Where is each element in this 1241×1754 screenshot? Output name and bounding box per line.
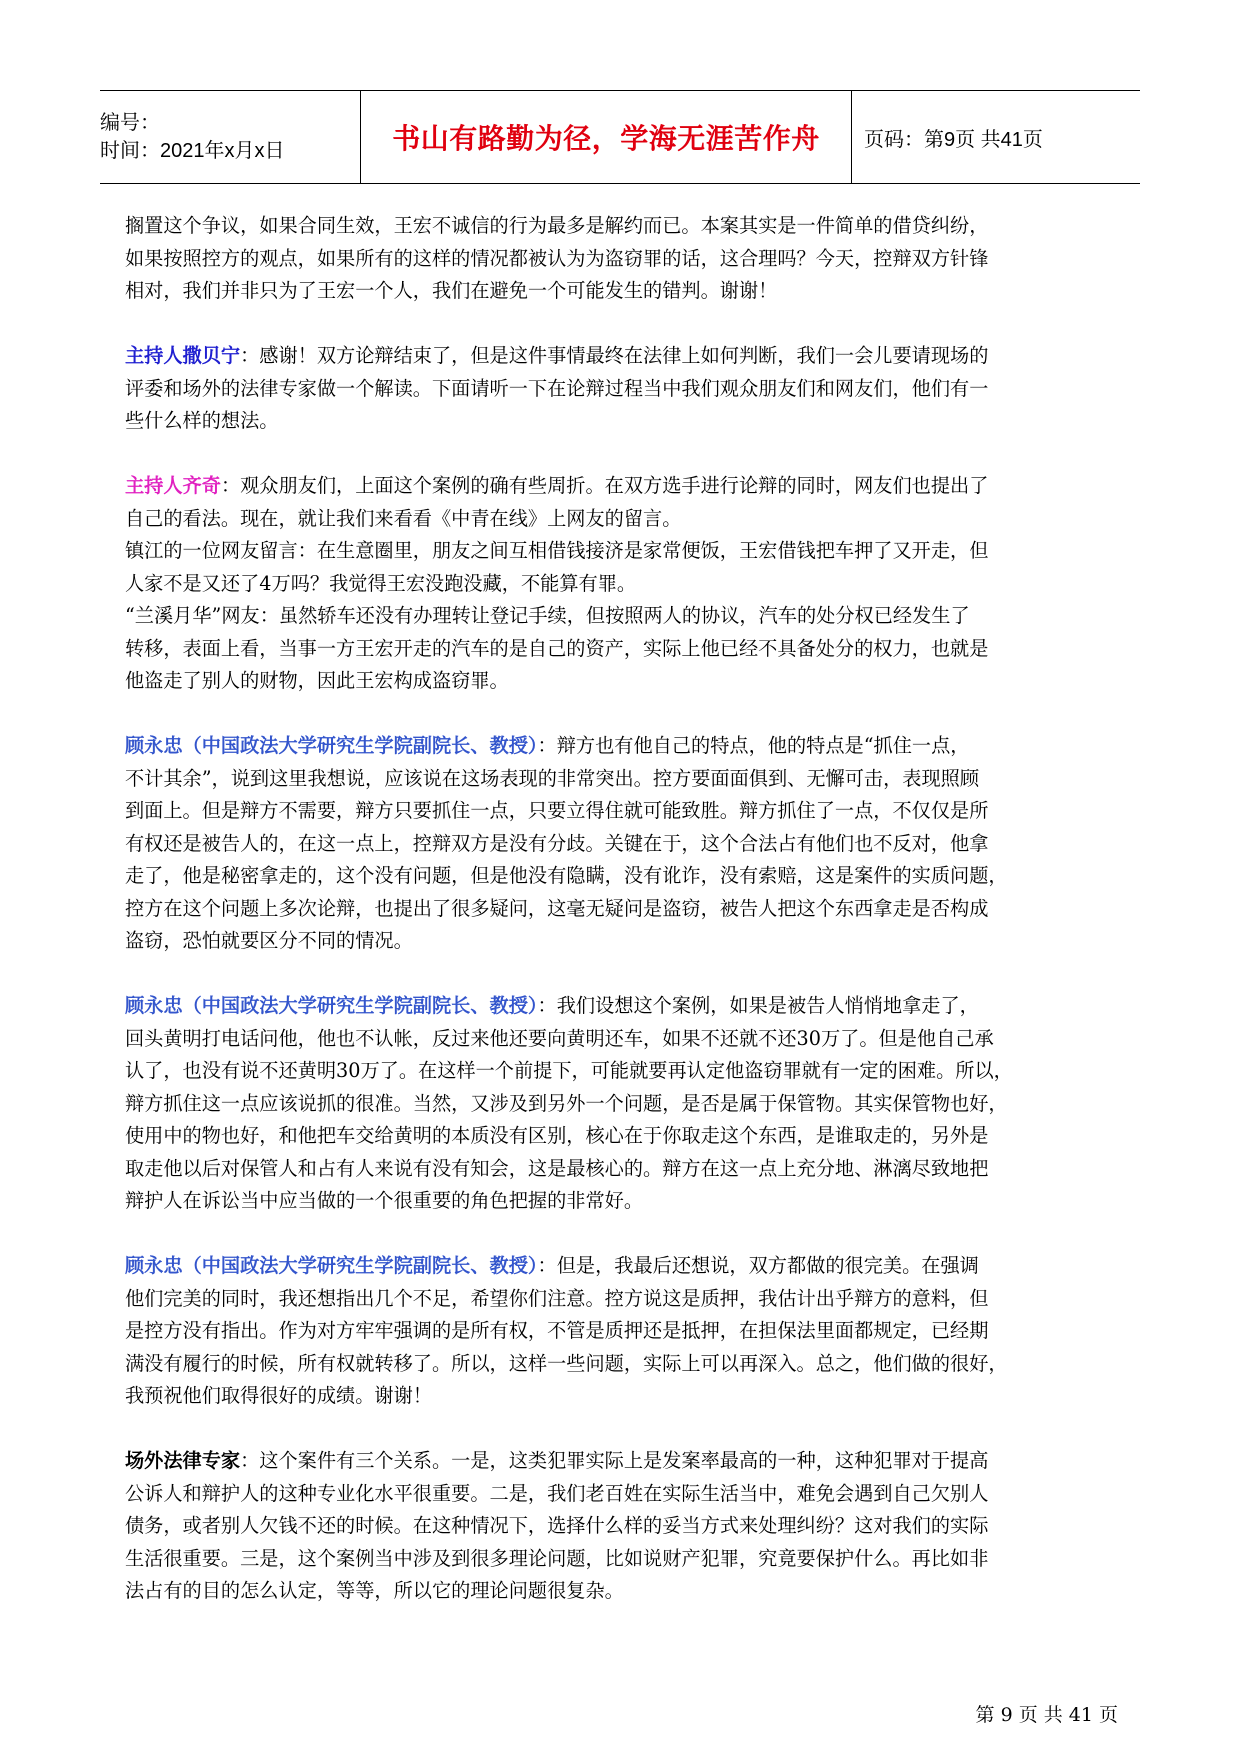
text-line: 债务，或者别人欠钱不还的时候。在这种情况下，选择什么样的妥当方式来处理纠纷？这对我们的实际 — [125, 1514, 989, 1537]
header-motto: 书山有路勤为径，学海无涯苦作舟 — [392, 122, 820, 155]
page-footer — [0, 1700, 1118, 1727]
text-line — [125, 730, 1115, 763]
text-line: 些什么样的想法。 — [125, 409, 279, 432]
text-line: 自己的看法。现在，就让我们来看看《中青在线》上网友的留言。 — [125, 506, 682, 530]
text-line: 人家不是又还了4万吗？我觉得王宏没跑没藏，不能算有罪。 — [125, 571, 637, 595]
page-header — [100, 90, 1140, 184]
speaker-name: 主持人撒贝宁 — [125, 344, 241, 367]
speech-text: ：辩方也有他自己的特点，他的特点是“抓住一点， — [537, 734, 970, 757]
header-motto-cell — [360, 91, 852, 183]
text-line: 搁置这个争议，如果合同生效，王宏不诚信的行为最多是解约而已。本案其实是一件简单的借贷纠纷， — [125, 214, 989, 237]
text-line: 公诉人和辩护人的这种专业化水平很重要。二是，我们老百姓在实际生活当中，难免会遇到自己欠别人 — [125, 1481, 989, 1505]
text-line: 他们完美的同时，我还想指出几个不足，希望你们注意。控方说这是质押，我估计出乎辩方的意料，但 — [125, 1286, 989, 1310]
paragraph-legal-expert — [125, 1445, 1115, 1608]
speech-text: ：这个案件有三个关系。一是，这类犯罪实际上是发案率最高的一种，这种犯罪对于提高 — [240, 1449, 989, 1472]
text-line: 法占有的目的怎么认定，等等，所以它的理论问题很复杂。 — [125, 1579, 624, 1602]
text-line: 到面上。但是辩方不需要，辩方只要抓住一点，只要立得住就可能致胜。辩方抓住了一点，不仅仅是所 — [125, 799, 989, 822]
text-line: 盗窃，恐怕就要区分不同的情况。 — [125, 929, 413, 952]
text-line — [125, 1445, 1115, 1478]
text-line — [125, 340, 1115, 373]
paragraph-professor-gu-1 — [125, 730, 1115, 958]
header-page-cell — [852, 91, 1140, 183]
text-line: 走了，他是秘密拿走的，这个没有问题，但是他没有隐瞒，没有讹诈，没有索赔，这是案件的实质问题， — [125, 864, 1008, 887]
document-time: 时间：2021年x月x日 — [100, 140, 285, 162]
text-line — [125, 1250, 1115, 1283]
document-body — [125, 210, 1115, 1640]
text-line: 我预祝他们取得很好的成绩。谢谢！ — [125, 1384, 432, 1407]
text-line: 镇江的一位网友留言：在生意圈里，朋友之间互相借钱接济是家常便饭，王宏借钱把车押了又开走，但 — [125, 539, 989, 562]
text-line: 有权还是被告人的，在这一点上，控辩双方是没有分歧。关键在于，这个合法占有他们也不反对，他拿 — [125, 831, 989, 855]
text-line: 转移，表面上看，当事一方王宏开走的汽车的是自己的资产，实际上他已经不具备处分的权力，也就是 — [125, 636, 989, 660]
speech-text: ：感谢！双方论辩结束了，但是这件事情最终在法律上如何判断，我们一会儿要请现场的 — [240, 344, 989, 367]
text-line: 辩方抓住这一点应该说抓的很准。当然，又涉及到另外一个问题，是否是属于保管物。其实保管物也好， — [125, 1091, 1008, 1115]
text-line: 不计其余”，说到这里我想说，应该说在这场表现的非常突出。控方要面面俱到、无懈可击，表现照顾 — [125, 766, 980, 790]
text-line: 辩护人在诉讼当中应当做的一个很重要的角色把握的非常好。 — [125, 1189, 644, 1212]
text-line — [125, 990, 1115, 1023]
text-line: 取走他以后对保管人和占有人来说有没有知会，这是最核心的。辩方在这一点上充分地、淋漓尽致地把 — [125, 1156, 989, 1180]
text-line: 使用中的物也好，和他把车交给黄明的本质没有区别，核心在于你取走这个东西，是谁取走的，另外是 — [125, 1124, 989, 1147]
speech-text: ：我们设想这个案例，如果是被告人悄悄地拿走了， — [537, 994, 979, 1017]
speaker-name: 场外法律专家 — [125, 1449, 241, 1472]
text-line: 认了，也没有说不还黄明30万了。在这样一个前提下，可能就要再认定他盗窃罪就有一定的困难。所以， — [125, 1059, 1013, 1082]
speaker-name: 顾永忠（中国政法大学研究生学院副院长、教授） — [125, 734, 538, 757]
header-page-info: 页码：第9页 共41页 — [864, 128, 1043, 151]
speaker-name: 主持人齐奇 — [125, 474, 221, 497]
text-line: 相对，我们并非只为了王宏一个人，我们在避免一个可能发生的错判。谢谢！ — [125, 279, 778, 302]
speech-text: ：但是，我最后还想说，双方都做的很完美。在强调 — [537, 1254, 979, 1277]
paragraph-host-sa-beining — [125, 340, 1115, 438]
paragraph-closing-argument — [125, 210, 1115, 308]
speaker-name: 顾永忠（中国政法大学研究生学院副院长、教授） — [125, 994, 538, 1017]
paragraph-professor-gu-3 — [125, 1250, 1115, 1413]
text-line: 控方在这个问题上多次论辩，也提出了很多疑问，这毫无疑问是盗窃，被告人把这个东西拿走是否构成 — [125, 896, 989, 920]
text-line: 生活很重要。三是，这个案例当中涉及到很多理论问题，比如说财产犯罪，究竟要保护什么。再比如非 — [125, 1546, 989, 1570]
footer-page-number: 第 9 页 共 41 页 — [975, 1704, 1118, 1726]
text-line: 如果按照控方的观点，如果所有的这样的情况都被认为为盗窃罪的话，这合理吗？今天，控辩双方针锋 — [125, 246, 989, 270]
header-meta — [100, 91, 360, 183]
speaker-name: 顾永忠（中国政法大学研究生学院副院长、教授） — [125, 1254, 538, 1277]
text-line: 满没有履行的时候，所有权就转移了。所以，这样一些问题，实际上可以再深入。总之，他们做的很好， — [125, 1351, 1008, 1375]
text-line: 回头黄明打电话问他，他也不认帐，反过来他还要向黄明还车，如果不还就不还30万了。但是他自己承 — [125, 1026, 994, 1050]
text-line: 评委和场外的法律专家做一个解读。下面请听一下在论辩过程当中我们观众朋友们和网友们，他们有一 — [125, 376, 989, 400]
paragraph-professor-gu-2 — [125, 990, 1115, 1218]
text-line — [125, 470, 1115, 503]
speech-text: ：观众朋友们，上面这个案例的确有些周折。在双方选手进行论辩的同时，网友们也提出了 — [220, 474, 989, 497]
text-line: 是控方没有指出。作为对方牢牢强调的是所有权，不管是质押还是抵押，在担保法里面都规定，已经期 — [125, 1319, 989, 1342]
text-line: 他盗走了别人的财物，因此王宏构成盗窃罪。 — [125, 669, 509, 692]
paragraph-host-qi-qi — [125, 470, 1115, 698]
document-number-label: 编号： — [100, 112, 160, 134]
text-line: “兰溪月华”网友：虽然轿车还没有办理转让登记手续，但按照两人的协议，汽车的处分权已经发生了 — [125, 604, 970, 627]
